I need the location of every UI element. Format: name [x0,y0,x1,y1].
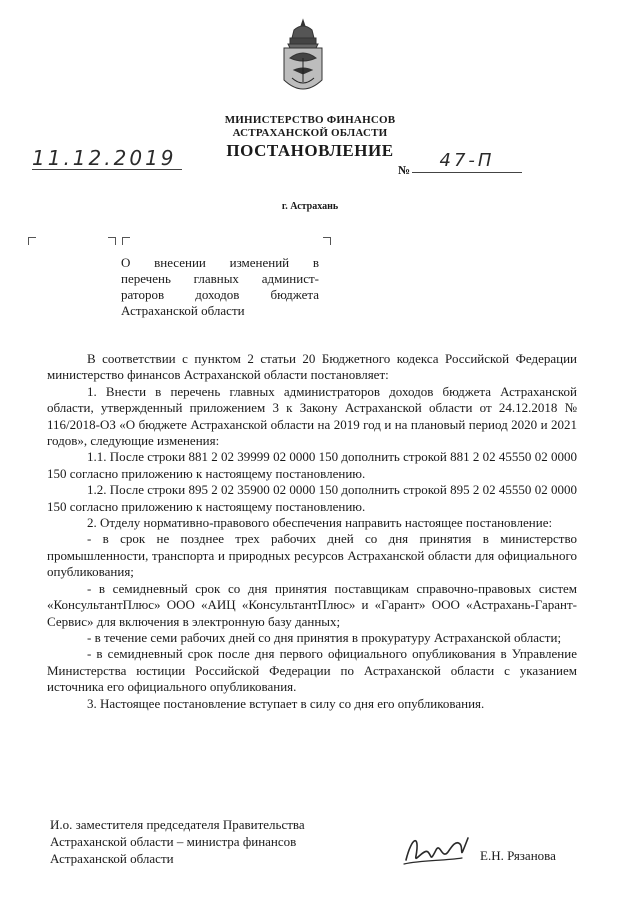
coat-of-arms-emblem [272,18,334,104]
signer-position-line: Астраханской области – министра финансов [50,834,297,849]
body-paragraph-preamble: В соответствии с пунктом 2 статьи 20 Бюджетного кодекса Российской Федерации министерство финансов Астраханской области постановляет: [47,351,577,383]
subject-bracket-corner [323,237,331,245]
body-paragraph-bullet-4: - в семидневный срок после дня первого официального опубликования в Управление Министерства юстиции Российской Федерации по Астраханской области с указанием источника его официального опубликования. [47,646,577,695]
subject-line: перечень главных админист- [121,271,319,286]
subject-line: Астраханской области [121,303,245,318]
signer-position [50,816,370,867]
number-sign: № [398,163,411,177]
subject-line: О внесении изменений в [121,255,319,270]
handwritten-document-number: 47-П [412,150,522,173]
document-type-title: ПОСТАНОВЛЕНИЕ [226,141,394,160]
subject-line: раторов доходов бюджета [121,287,319,302]
document-body [47,351,577,712]
body-paragraph-bullet-1: - в срок не позднее трех рабочих дней со дня принятия в министерство промышленности, транспорта и природных ресурсов Астраханской области для официального опубликования; [47,531,577,580]
handwritten-signature [402,830,474,870]
body-paragraph-item-2: 2. Отделу нормативно-правового обеспечения направить настоящее постановление: [87,515,553,531]
signer-position-line: И.о. заместителя председателя Правительства [50,817,305,832]
document-subject [121,255,319,319]
subject-bracket-corner [28,237,36,245]
signer-name: Е.Н. Рязанова [480,848,556,863]
body-paragraph-item-3: 3. Настоящее постановление вступает в силу со дня его опубликования. [87,695,485,711]
ministry-name-line1: МИНИСТЕРСТВО ФИНАНСОВ [224,114,396,126]
signer-position-line: Астраханской области [50,851,174,866]
body-paragraph-bullet-3: - в течение семи рабочих дней со дня принятия в прокуратуру Астраханской области; [87,629,562,645]
subject-bracket-corner [108,237,116,245]
city-line: г. Астрахань [281,201,339,212]
body-paragraph-item-1-1: 1.1. После строки 881 2 02 39999 02 0000 150 дополнить строкой 881 2 02 45550 02 0000 150 согласно приложению к настоящему постановлению. [47,449,577,481]
ministry-name-line2: АСТРАХАНСКОЙ ОБЛАСТИ [232,127,388,139]
handwritten-date: 11.12.2019 [32,147,182,170]
body-paragraph-item-1: 1. Внести в перечень главных администраторов доходов бюджета Астраханской области, утвержденный приложением 3 к Закону Астраханской области от 24.12.2018 № 116/2018-ОЗ «О бюджете Астраханской области на 2019 год и на плановый период 2020 и 2021 годов», следующие изменения: [47,383,577,449]
subject-bracket-corner [122,237,130,245]
body-paragraph-item-1-2: 1.2. После строки 895 2 02 35900 02 0000 150 дополнить строкой 895 2 02 45550 02 0000 150 согласно приложению к настоящему постановлению. [47,482,577,514]
body-paragraph-bullet-2: - в семидневный срок со дня принятия поставщикам справочно-правовых систем «КонсультантПлюс» ООО «АИЦ «КонсультантПлюс» и «Гарант» ООО «Астрахань-Гарант-Сервис» для включения в электронную базу данных; [47,580,577,629]
